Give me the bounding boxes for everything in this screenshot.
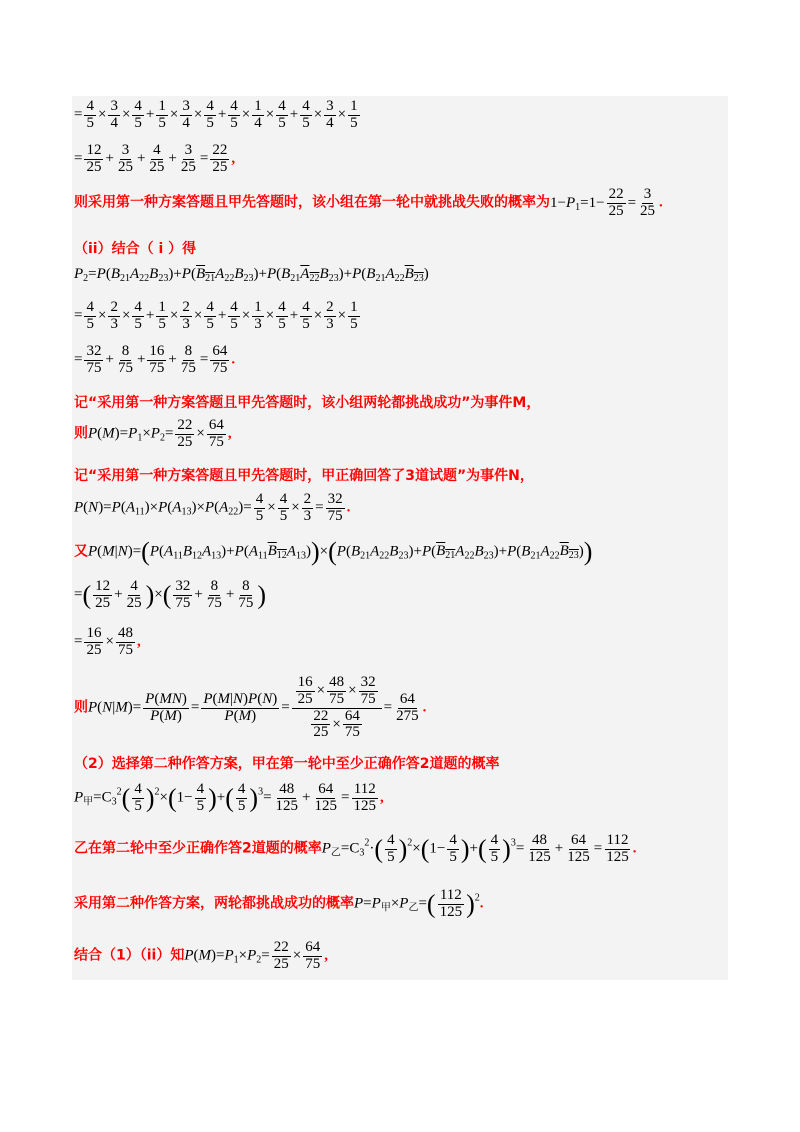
then-label-2: 则 [74,699,88,716]
equation-line-pm: 则$P(M)=P_1\times P_2=$ $\frac{22}{25}$ × $\frac{64}{75}$ , [74,417,232,450]
equation-line-14: = $\frac{16}{25}$ × $\frac{48}{75}$ , [74,625,141,658]
equation-line-13: =( $\frac{12}{25}$ + $\frac{4}{25}$ )×( $\frac{32}{75}$ + $\frac{8}{75}$ + $\frac{8}{75}$ ) [74,578,267,611]
part-2-heading: （2）选择第二种作答方案，甲在第一轮中至少正确作答2道题的概率 [74,756,500,772]
event-m-definition: 记“采用第一种方案答题且甲先答题时，该小组两轮都挑战成功”为事件M， [74,395,541,411]
equation-line-p2: $P_2=P(B_{21}A_{22}B_{23})+P(B_{21}A_{22}B_{23})+P(B_{21}A_{22}B_{23})+P(B_{21}A_{22}B_{23})$ [74,266,429,284]
conclusion-line-1: 则采用第一种方案答题且甲先答题时，该小组在第一轮中就挑战失败的概率为$1-P_1=1-$ $\frac{22}{25}$ = $\frac{3}{25}$ . [74,186,663,219]
equation-line-pyi: 乙在第二轮中至少正确作答2道题的概率$P_乙=C_3^2\cdot$( $\frac{4}{5}$ )$^2$×(1− $\frac{4}{5}$ )+( $\frac{4}{5}$ )$^3$= $\frac{48}{125}$ + $\frac{64}{125}$ = $\frac{112}{125}$ . [74,832,637,865]
equation-line-final: 结合（1）（ii）知$P(M)=P_1\times P_2=$ $\frac{22}{25}$ × $\frac{64}{75}$ , [74,939,328,972]
part-ii-heading: （ii）结合（ i ）得 [74,241,197,257]
yi-text: 乙在第二轮中至少正确作答2道题的概率 [74,840,322,857]
equation-line-7: = $\frac{32}{75}$ + $\frac{8}{75}$ + $\frac{16}{75}$ + $\frac{8}{75}$ = $\frac{64}{75}$ . [74,343,236,376]
equation-line-p: 采用第二种作答方案，两轮都挑战成功的概率$P=P_甲\times P_乙=$( $\frac{112}{125}$ )$^2$. [74,887,484,920]
equation-line-1: = $\frac{4}{5}$ × $\frac{3}{4}$ × $\frac{4}{5}$ + $\frac{1}{5}$ × $\frac{3}{4}$ × $\frac{4}{5}$ + $\frac{4}{5}$ × $\frac{1}{4}$ × $\frac{4}{5}$ + $\frac{4}{5}$ × $\frac{3}{4}$ × $\frac{1}{5}$ [74,98,358,131]
equation-line-pn: $P(N)=P(A_{11})\times P(A_{13})\times P(A_{22})=$ $\frac{4}{5}$ × $\frac{4}{5}$ × $\frac{2}{3}$ = $\frac{32}{75}$ . [74,491,351,524]
equation-line-pnm: 则P(N|M)= $\frac{P(MN)}{P(M)}$ = $\frac{P(M|N)P(N)}{P(M)}$ = $\frac{16}{25}$ × $\frac{48}{75}$ × $\frac{32}{75}$ $\frac{22}{25}$ × $\frac{64}{75}$ = $\frac{64}{275}$ . [74,674,427,741]
event-n-definition: 记“采用第一种方案答题且甲先答题时，甲正确回答了3道试题”为事件N， [74,468,534,484]
then-label-1: 则 [74,425,88,442]
also-label: 又 [74,543,88,560]
conclusion-text-1: 则采用第一种方案答题且甲先答题时，该小组在第一轮中就挑战失败的概率为 [74,194,550,211]
equation-line-pjia: $P_甲=C_3^2$( $\frac{4}{5}$ )$^2$×(1− $\frac{4}{5}$ )+( $\frac{4}{5}$ )$^3$= $\frac{48}{125}$ + $\frac{64}{125}$ = $\frac{112}{125}$ , [74,781,384,814]
equation-line-pmn: 又$P(M|N)=(P(A_{11}B_{12}A_{13})+P(A_{11}B_{12}A_{13}))\times(P(B_{21}A_{22}B_{23})+P(B_{21}A_{22}B_{23})+P(B_{21}A_{22}B_{23}))$ [74,537,593,566]
equation-line-6: = $\frac{4}{5}$ × $\frac{2}{3}$ × $\frac{4}{5}$ + $\frac{1}{5}$ × $\frac{2}{3}$ × $\frac{4}{5}$ + $\frac{4}{5}$ × $\frac{1}{3}$ × $\frac{4}{5}$ + $\frac{4}{5}$ × $\frac{2}{3}$ × $\frac{1}{5}$ [74,299,358,332]
combine-text: 结合（1）（ii）知 [74,947,185,964]
two-rounds-text: 采用第二种作答方案，两轮都挑战成功的概率 [74,895,354,912]
equation-line-2: = $\frac{12}{25}$ + $\frac{3}{25}$ + $\frac{4}{25}$ + $\frac{3}{25}$ = $\frac{22}{25}$ , [74,142,236,175]
